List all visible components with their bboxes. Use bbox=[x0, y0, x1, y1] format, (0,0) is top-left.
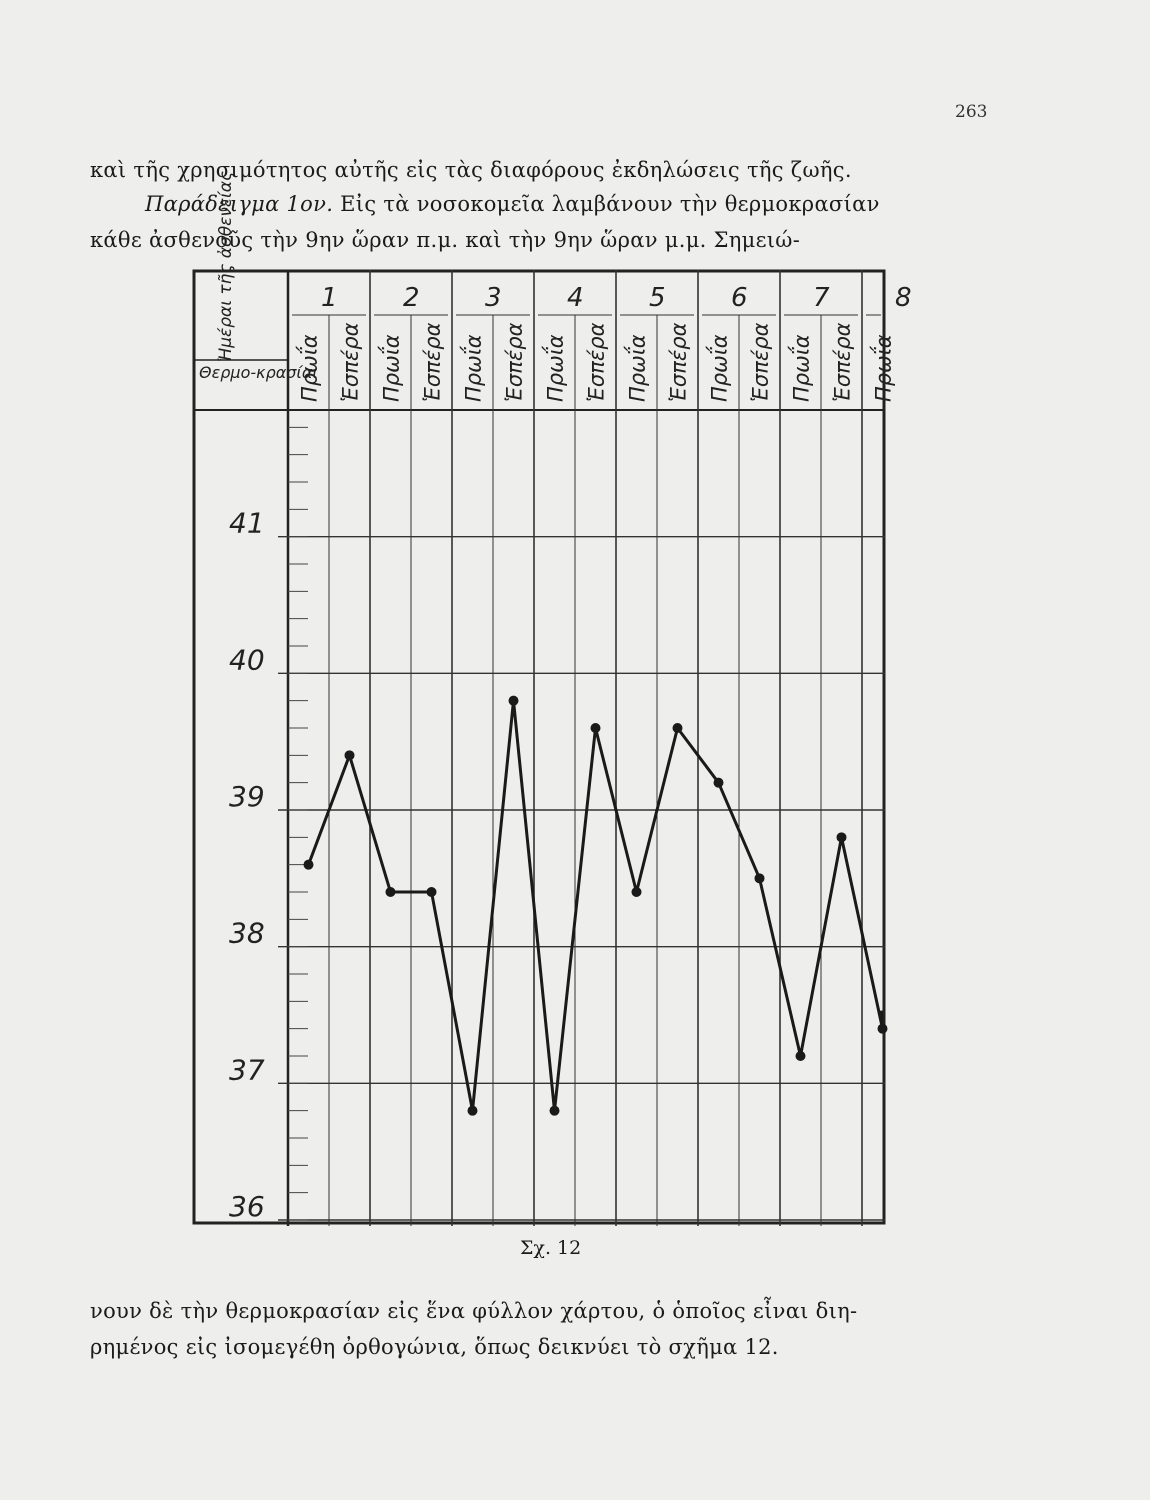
time-label: Ἑσπέρα bbox=[420, 322, 445, 402]
time-label: Πρωΐα bbox=[297, 334, 322, 402]
temperature-line bbox=[309, 701, 883, 1111]
time-label: Πρωΐα bbox=[625, 334, 650, 402]
y-tick-label: 39 bbox=[229, 780, 265, 813]
text-line-5: ρημένος εἰς ἰσομεγέθη ὀρθογώνια, ὅπως δεικνύει τὸ σχῆμα 12. bbox=[90, 1335, 779, 1359]
text-line-4: νουν δὲ τὴν θερμοκρασίαν εἰς ἕνα φύλλον χάρτου, ὁ ὁποῖος εἶναι διη- bbox=[90, 1299, 858, 1323]
data-point bbox=[427, 887, 437, 897]
day-number: 3 bbox=[485, 283, 502, 313]
figure-caption: Σχ. 12 bbox=[520, 1237, 582, 1259]
data-point bbox=[345, 750, 355, 760]
data-point bbox=[591, 723, 601, 733]
y-tick-label: 36 bbox=[229, 1190, 265, 1223]
time-label: Πρωΐα bbox=[707, 334, 732, 402]
time-label: Πρωΐα bbox=[379, 334, 404, 402]
time-label: Ἑσπέρα bbox=[666, 322, 691, 402]
time-label: Πρωΐα bbox=[461, 334, 486, 402]
data-point bbox=[714, 778, 724, 788]
data-point bbox=[837, 832, 847, 842]
time-label: Πρωΐα bbox=[789, 334, 814, 402]
time-label: Ἑσπέρα bbox=[584, 322, 609, 402]
time-label: Πρωΐα bbox=[543, 334, 568, 402]
day-number: 2 bbox=[403, 283, 420, 313]
example-label: Παράδειγμα 1ον. bbox=[145, 192, 334, 216]
time-label: Ἑσπέρα bbox=[338, 322, 363, 402]
data-point bbox=[386, 887, 396, 897]
data-point bbox=[304, 860, 314, 870]
text-line-3: κάθε ἀσθενοῦς τὴν 9ην ὥραν π.μ. καὶ τὴν 9ην ὥραν μ.μ. Σημειώ- bbox=[90, 228, 801, 252]
data-point bbox=[468, 1106, 478, 1116]
time-label: Ἑσπέρα bbox=[748, 322, 773, 402]
day-number: 7 bbox=[813, 283, 830, 313]
data-point bbox=[878, 1024, 888, 1034]
data-point bbox=[550, 1106, 560, 1116]
data-point bbox=[796, 1051, 806, 1061]
time-label: Ἑσπέρα bbox=[830, 322, 855, 402]
data-point bbox=[673, 723, 683, 733]
data-point bbox=[509, 696, 519, 706]
day-number: 4 bbox=[567, 283, 584, 313]
y-tick-label: 40 bbox=[229, 643, 265, 677]
y-tick-label: 37 bbox=[229, 1053, 265, 1087]
y-tick-label: 38 bbox=[229, 916, 265, 950]
data-point bbox=[755, 873, 765, 883]
day-number: 1 bbox=[321, 283, 338, 313]
day-number: 8 bbox=[895, 283, 912, 313]
data-point bbox=[632, 887, 642, 897]
row-header-label: Ἡμέραι τῆς ἀσθενείας bbox=[216, 171, 236, 362]
page-number: 263 bbox=[955, 102, 988, 122]
y-tick-label: 41 bbox=[229, 506, 265, 540]
text-line-1: καὶ τῆς χρησιμότητος αὐτῆς εἰς τὰς διαφόρους ἐκδηλώσεις τῆς ζωῆς. bbox=[90, 158, 852, 182]
day-number: 6 bbox=[731, 283, 748, 313]
time-label: Ἑσπέρα bbox=[502, 322, 527, 402]
day-number: 5 bbox=[649, 283, 666, 313]
text-line-2-body: Εἰς τὰ νοσοκομεῖα λαμβάνουν τὴν θερμοκρασίαν bbox=[340, 192, 880, 216]
col-header-label: Θερμο-κρασίαι bbox=[199, 363, 318, 382]
time-label: Πρωΐα bbox=[871, 334, 896, 402]
